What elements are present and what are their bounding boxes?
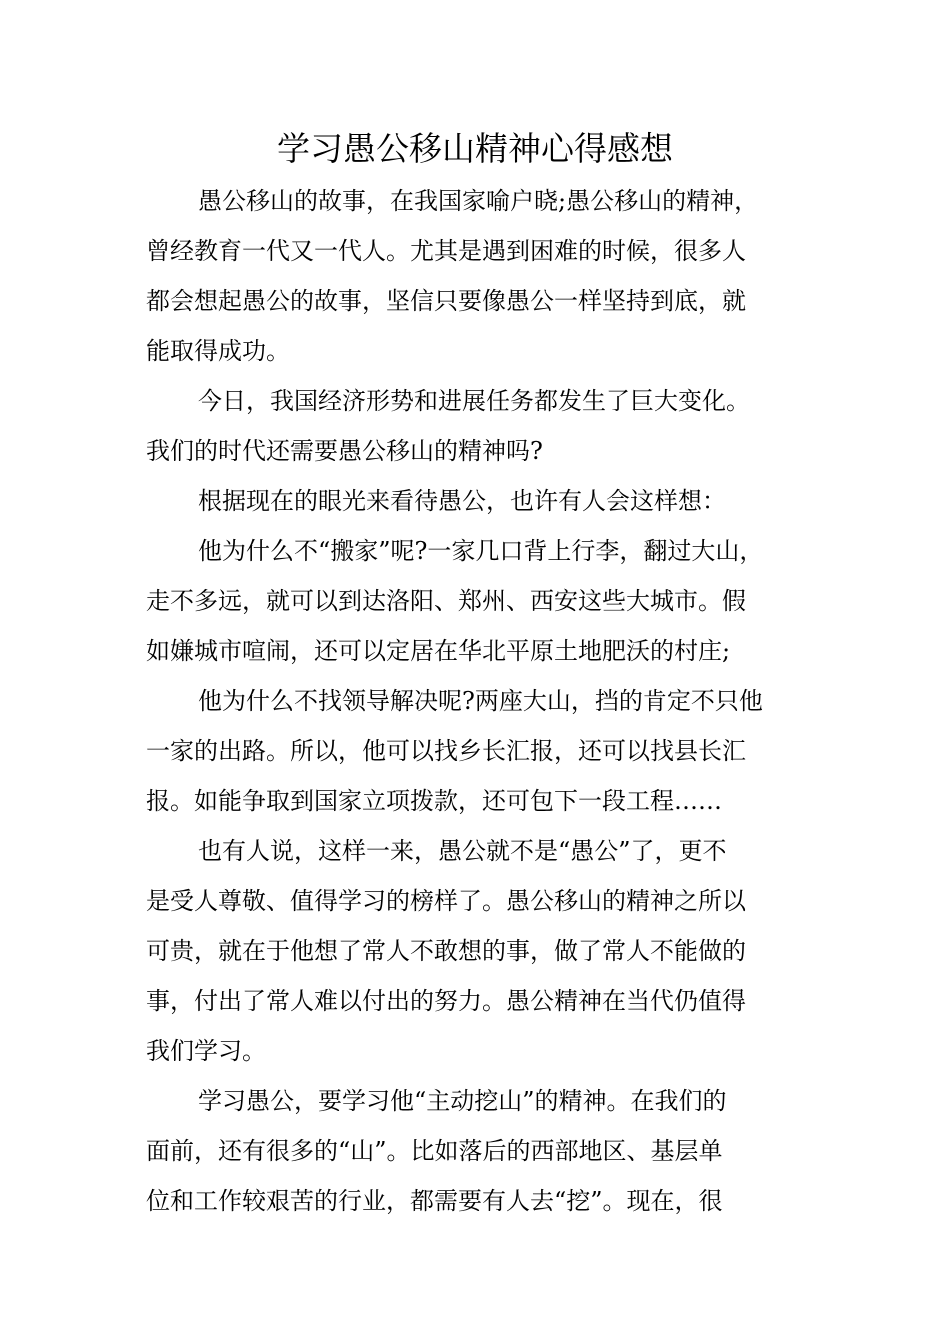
paragraph-line: 愚公移山的故事，在我国家喻户晓;愚公移山的精神， [198,187,759,215]
paragraph [146,676,818,826]
paragraph [146,476,818,526]
paragraph-line: 学习愚公，要学习他“主动挖山”的精神。在我们的 [198,1087,727,1115]
document-title: 学习愚公移山精神心得感想 [277,129,673,168]
paragraph-line: 也有人说，这样一来，愚公就不是“愚公”了，更不 [198,837,727,865]
paragraph [146,826,818,1076]
paragraph-line: 是受人尊敬、值得学习的榜样了。愚公移山的精神之所以 [146,887,746,915]
paragraph-line: 根据现在的眼光来看待愚公，也许有人会这样想： [198,487,726,515]
paragraph-line: 面前，还有很多的“山”。比如落后的西部地区、基层单 [146,1137,723,1165]
paragraph-line: 可贵，就在于他想了常人不敢想的事，做了常人不能做的 [146,937,746,965]
paragraph-line: 他为什么不找领导解决呢?两座大山，挡的肯定不只他 [198,687,763,715]
paragraph-line: 事，付出了常人难以付出的努力。愚公精神在当代仍值得 [146,987,746,1015]
paragraph [146,176,818,376]
paragraph-line: 走不多远，就可以到达洛阳、郑州、西安这些大城市。假 [146,587,746,615]
paragraph-line: 我们学习。 [146,1037,266,1065]
paragraph-line: 如嫌城市喧闹，还可以定居在华北平原土地肥沃的村庄; [146,637,731,665]
paragraph-line: 能取得成功。 [146,337,290,365]
paragraph-line: 一家的出路。所以，他可以找乡长汇报，还可以找县长汇 [146,737,746,765]
paragraph-line: 他为什么不“搬家”呢?一家几口背上行李，翻过大山， [198,537,764,565]
paragraph-line: 曾经教育一代又一代人。尤其是遇到困难的时候，很多人 [146,237,746,265]
document-body [146,176,818,1226]
paragraph-line: 都会想起愚公的故事，坚信只要像愚公一样坚持到底，就 [146,287,746,315]
paragraph [146,1076,818,1226]
paragraph-line: 位和工作较艰苦的行业，都需要有人去“挖”。现在，很 [146,1187,723,1215]
paragraph [146,376,818,476]
paragraph-line: 今日，我国经济形势和进展任务都发生了巨大变化。 [198,387,750,415]
paragraph [146,526,818,676]
paragraph-line: 我们的时代还需要愚公移山的精神吗? [146,437,543,465]
paragraph-line: 报。如能争取到国家立项拨款，还可包下一段工程…… [146,787,722,815]
